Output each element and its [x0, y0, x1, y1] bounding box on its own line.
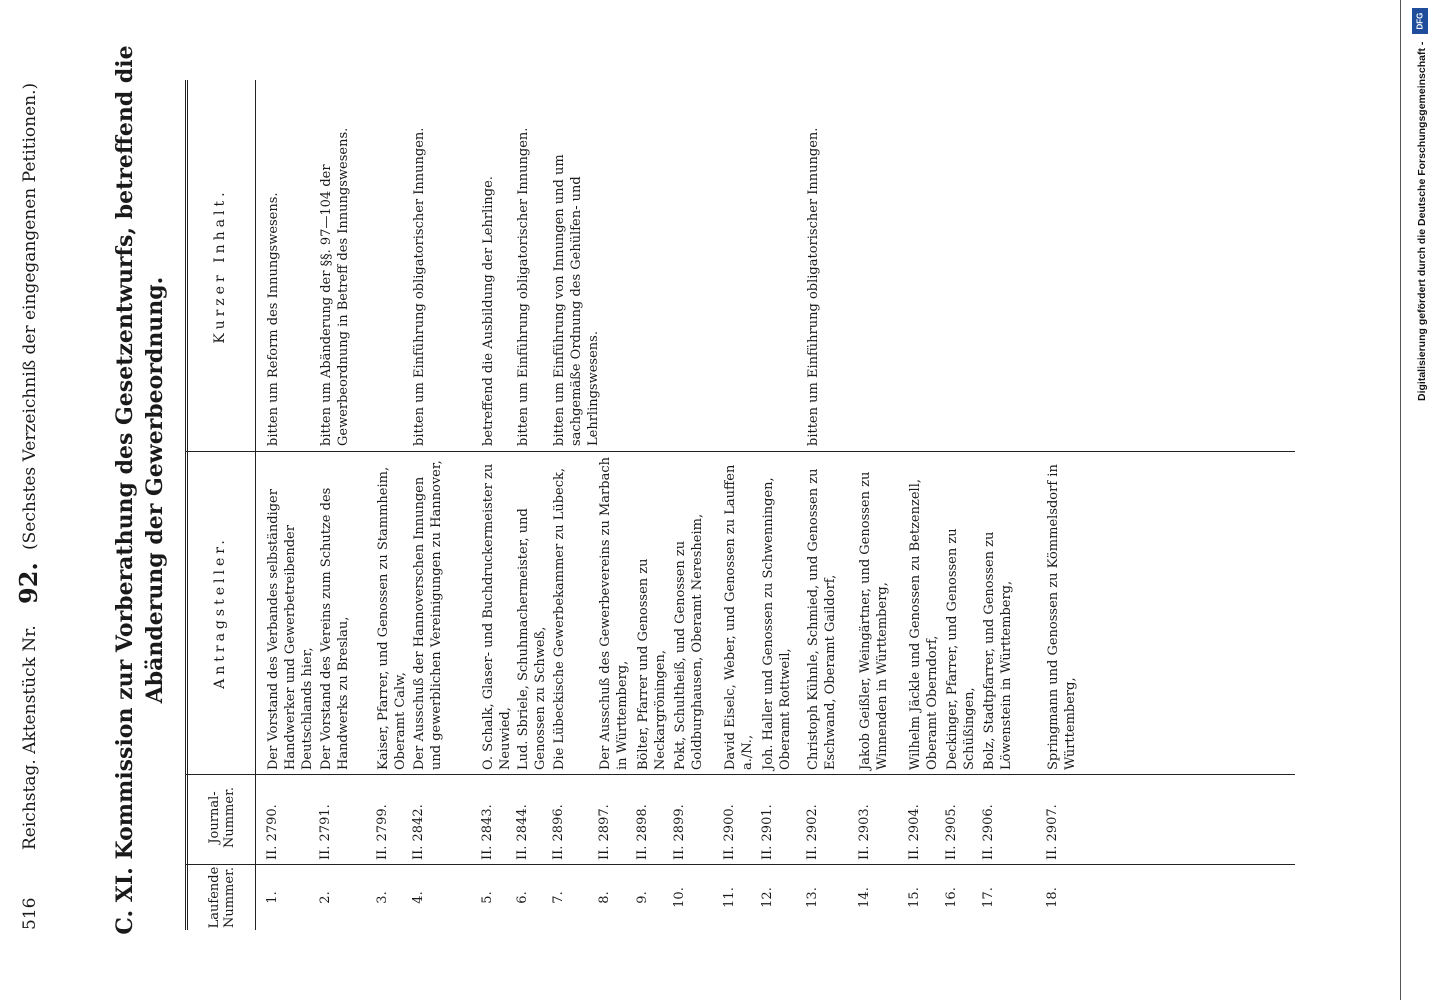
header-lfd: Laufende Nummer.: [207, 866, 237, 929]
applicant: Lud. Sbriele, Schuhmachermeister, und Genossen zu Schweß,: [516, 508, 548, 770]
journal-number: II. 2898.: [635, 804, 650, 860]
journal-number: II. 2843.: [480, 804, 495, 860]
journal-number: II. 2901.: [760, 804, 775, 860]
applicant: David Eiselc, Weber, und Genossen zu Lauffen a./N.,: [723, 464, 755, 770]
journal-number: II. 2903.: [857, 804, 872, 860]
journal-number: II. 2791.: [318, 804, 333, 860]
dfg-logo: DFG: [1412, 8, 1428, 34]
content-summary: bitten um Einführung von Innungen und um sachgemäße Ordnung des Gehülfen- und Lehrlingswesens.: [552, 154, 601, 446]
journal-number: II. 2900.: [722, 804, 737, 860]
content-summary: bitten um Einführung obligatorischer Innungen.: [806, 127, 821, 446]
journal-number: II. 2907.: [1045, 804, 1060, 860]
content-summary: bitten um Abänderung der §§. 97—104 der Gewerbeordnung in Betreff des Innungswesens.: [319, 127, 351, 446]
header-rule: [255, 80, 256, 930]
petition-table: [185, 80, 1295, 930]
header-left: Reichstag. Aktenstück Nr.: [20, 625, 40, 850]
applicant: Springmann und Genossen zu Kömmelsdorf in Württemberg,: [1046, 464, 1078, 770]
journal-number: II. 2905.: [944, 804, 959, 860]
row-number: 18.: [1045, 887, 1060, 908]
row-number: 11.: [722, 887, 737, 908]
applicant: Jakob Geißler, Weingärtner, und Genossen zu Winnenden in Württemberg,: [858, 471, 890, 770]
row-number: 3.: [375, 891, 390, 904]
col-divider: [185, 774, 1295, 775]
row-number: 9.: [635, 891, 650, 904]
journal-number: II. 2899.: [672, 804, 687, 860]
applicant: Der Ausschuß des Gewerbevereins zu Marbach in Württemberg,: [598, 457, 630, 770]
journal-number: II. 2902.: [805, 804, 820, 860]
row-number: 17.: [981, 887, 996, 908]
row-number: 6.: [515, 891, 530, 904]
journal-number: II. 2844.: [515, 804, 530, 860]
col-divider: [185, 864, 1295, 865]
row-number: 14.: [857, 887, 872, 908]
page-number: 516: [20, 897, 40, 930]
applicant: Bölter, Pfarrer und Genossen zu Neckargröningen,: [636, 558, 668, 770]
journal-number: II. 2904.: [907, 804, 922, 860]
applicant: Der Vorstand des Vereins zum Schutze des Handwerks zu Breslau,: [319, 487, 351, 770]
applicant: Deckinger, Pfarrer, und Genossen zu Schüßingen,: [945, 528, 977, 770]
col-divider: [185, 451, 1295, 452]
applicant: Pokt, Schultheiß, und Genossen zu Goldburghausen, Oberamt Neresheim,: [673, 513, 705, 770]
content-summary: bitten um Einführung obligatorischer Innungen.: [412, 127, 427, 446]
applicant: Die Lübeckische Gewerbekammer zu Lübeck,: [552, 467, 567, 770]
row-number: 16.: [944, 887, 959, 908]
header-right: (Sechstes Verzeichniß der eingegangenen Petitionen.): [20, 82, 40, 550]
row-number: 2.: [318, 891, 333, 904]
applicant: Wilhelm Jäckle und Genossen zu Betzenzell, Oberamt Oberndorf,: [908, 479, 940, 770]
row-number: 4.: [411, 891, 426, 904]
content-summary: betreffend die Ausbildung der Lehrlinge.: [481, 176, 496, 446]
row-number: 5.: [480, 891, 495, 904]
row-number: 7.: [551, 891, 566, 904]
journal-number: II. 2897.: [597, 804, 612, 860]
journal-number: II. 2842.: [411, 804, 426, 860]
header-inhalt: Kurzer Inhalt.: [212, 188, 228, 344]
applicant: Der Vorstand des Verbandes selbständiger Handwerker und Gewerbetreibender Deutschlands hier,: [266, 489, 315, 770]
row-number: 13.: [805, 887, 820, 908]
applicant: Joh. Haller und Genossen zu Schwenningen, Oberamt Rottweil,: [761, 477, 793, 770]
applicant: O. Schalk, Glaser- und Buchdruckermeister zu Neuwied,: [481, 463, 513, 770]
applicant: Kaiser, Pfarrer, und Genossen zu Stammheim, Oberamt Calw,: [376, 466, 408, 770]
journal-number: II. 2799.: [375, 804, 390, 860]
content-summary: bitten um Reform des Innungswesens.: [266, 192, 281, 446]
journal-number: II. 2906.: [981, 804, 996, 860]
section-title: C. XI. Kommission zur Vorberathung des Gesetzentwurfs, betreffend die Abänderung der Gewerbeordnung.: [112, 45, 168, 935]
row-number: 12.: [760, 887, 775, 908]
row-number: 1.: [265, 891, 280, 904]
journal-number: II. 2896.: [551, 804, 566, 860]
header-antragsteller: Antragsteller.: [212, 536, 228, 689]
header-journal: Journal-Nummer.: [207, 787, 237, 849]
row-number: 8.: [597, 891, 612, 904]
row-number: 10.: [672, 887, 687, 908]
table-top-rule: [185, 80, 188, 930]
applicant: Bolz, Stadtpfarrer, und Genossen zu Löwenstein in Württemberg,: [982, 531, 1014, 770]
document-number: 92.: [14, 562, 43, 604]
applicant: Der Ausschuß der Hannoverschen Innungen und gewerblichen Vereinigungen zu Hannover,: [412, 460, 444, 770]
row-number: 15.: [907, 887, 922, 908]
content-summary: bitten um Einführung obligatorischer Innungen.: [516, 127, 531, 446]
journal-number: II. 2790.: [265, 804, 280, 860]
margin-rule: [1400, 0, 1401, 1000]
footer-text: Digitalisierung gefördert durch die Deutsche Forschungsgemeinschaft -: [1416, 41, 1428, 401]
applicant: Christoph Kühnle, Schmied, und Genossen zu Eschwand, Oberamt Gaildorf,: [806, 468, 838, 770]
